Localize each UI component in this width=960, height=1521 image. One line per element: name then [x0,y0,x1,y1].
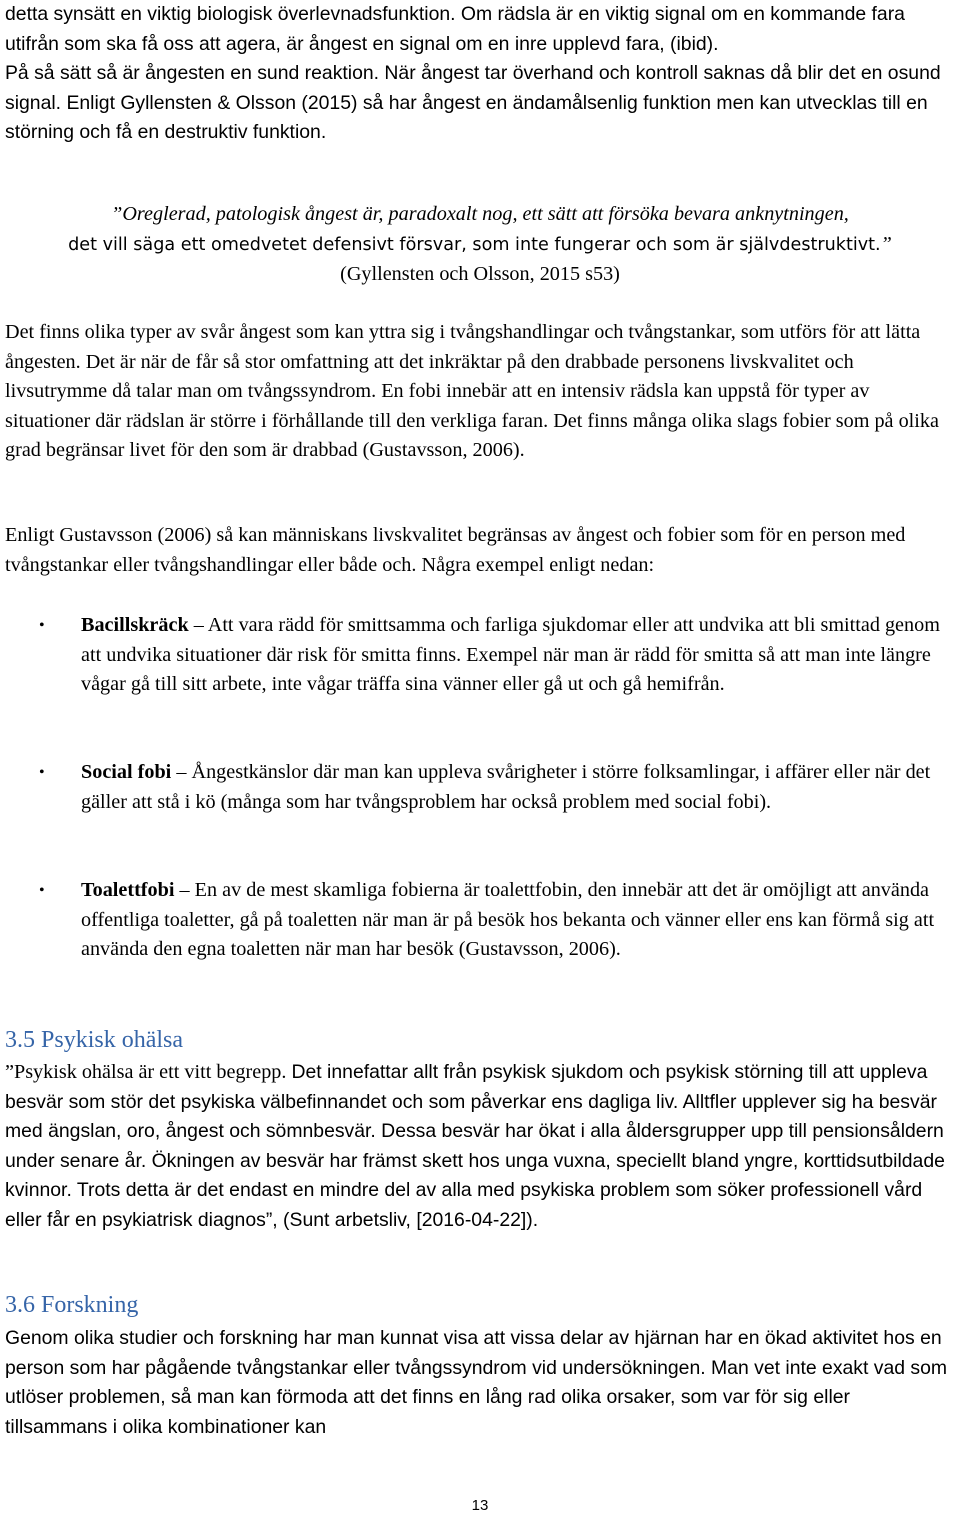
section-heading-psykisk-ohalsa: 3.5 Psykisk ohälsa [5,1027,184,1053]
list-item-term: Bacillskräck [81,614,189,636]
intro-text-a: detta synsätt en viktig biologisk överlevnadsfunktion. Om rädsla är en viktig signal om en kommande fara utifrån som ska få oss att agera, är ångest en signal om en inre upplevd fara, (ibid). [5,3,905,55]
forskning-paragraph: Genom olika studier och forskning har man kunnat visa att vissa delar av hjärnan har en ökad aktivitet hos en person som har pågående tvångstankar eller tvångssyndrom vid undersökningen. Man vet inte exakt vad som utlöser problemen, så man kan förmoda att det finns en lång rad olika orsaker, som var för sig eller tillsammans i olika kombinationer kan [5,1327,948,1438]
psykisk-ohalsa-lead: ”Psykisk ohälsa är ett vitt begrepp. [5,1061,292,1083]
gustavsson-paragraph: Enligt Gustavsson (2006) så kan människans livskvalitet begränsas av ångest och fobier som för en person med tvångstankar eller tvångshandlingar eller både och. Några exempel enligt nedan: [5,524,906,576]
list-item [5,876,955,965]
list-item [5,611,955,700]
quote-text: det vill säga ett omedvetet defensivt försvar, som inte fungerar och som är självdestruktivt. [68,234,881,255]
page-number: 13 [471,1497,489,1514]
list-item-text: – En av de mest skamliga fobierna är toalettfobin, den innebär att det är omöjligt att använda offentliga toaletter, gå på toaletten när man är på besök hos bekanta och vänner eller ens kan förmå sig att använda den egna toaletten när man har besök (Gustavsson, 2006). [81,879,935,960]
quote-citation: (Gyllensten och Olsson, 2015 s53) [340,263,620,285]
quote-italic-text: ”Oreglerad, patologisk ångest är, paradoxalt nog, ett sätt att försöka bevara anknytningen, [111,203,849,225]
psykisk-ohalsa-text: Det innefattar allt från psykisk sjukdom och psykisk störning till att uppleva besvär som stör det psykiska välbefinnandet och som påverkar ens dagliga liv. Alltfler upplever sig ha besvär med ängslan, oro, ångest och sömnbesvär. Dessa besvär har ökat i alla åldersgrupper upp till pensionsåldern under senare år. Ökningen av besvär har främst skett hos unga vuxna, speciellt bland yngre, korttidsutbildade kvinnor. Trots detta är det endast en mindre del av alla med psykiska problem som söker professionell vård eller får en psykiatrisk diagnos”, (Sunt arbetsliv, [2016-04-22]). [5,1061,945,1231]
section-heading-forskning: 3.6 Forskning [5,1292,139,1318]
list-item-text: – Att vara rädd för smittsamma och farliga sjukdomar eller att undvika att bli smittad genom att undvika situationer där risk för smitta finns. Exempel när man är rädd för smitta så att man inte längre vågar gå till sitt arbete, inte vågar träffa sina vänner eller gå ut och gå hemifrån. [81,614,940,695]
phobia-list-3 [5,876,955,965]
block-quote [5,200,955,290]
anxiety-types-paragraph: Det finns olika typer av svår ångest som kan yttra sig i tvångshandlingar och tvångstankar, som utförs för att lätta ångesten. Det är när de får så stor omfattning att det inkräktar på den drabbade personens livskvalitet och livsutrymme då talar man om tvångssyndrom. En fobi innebär att en intensiv rädsla kan uppstå för typer av situationer där rädslan är större i förhållande till den verkliga faran. Det finns många olika slags fobier som på olika grad begränsar livet för den som är drabbad (Gustavsson, 2006). [5,321,939,461]
intro-paragraph [5,0,955,148]
phobia-list-2 [5,758,955,817]
list-item-term: Toalettfobi [81,879,175,901]
list-item [5,758,955,817]
phobia-list-1 [5,611,955,700]
list-item-text: – Ångestkänslor där man kan uppleva svårigheter i större folksamlingar, i affärer eller när det gäller att stå i kö (många som har tvångsproblem har också problem med social fobi). [81,761,931,813]
bullet-icon: • [39,617,45,634]
quote-close-mark: ” [880,232,892,255]
psykisk-ohalsa-paragraph [5,1058,955,1235]
bullet-icon: • [39,764,45,781]
intro-text-c: Enligt Gyllensten & Olsson (2015) så har ångest en ändamålsenlig funktion men kan utvecklas till en störning och få en destruktiv funktion. [5,91,928,143]
list-item-term: Social fobi [81,761,172,783]
bullet-icon: • [39,882,45,899]
intro-text-b: På så sätt så är ångesten en sund reaktion. När ångest tar överhand och kontroll saknas då blir det en osund signal. [5,62,941,114]
